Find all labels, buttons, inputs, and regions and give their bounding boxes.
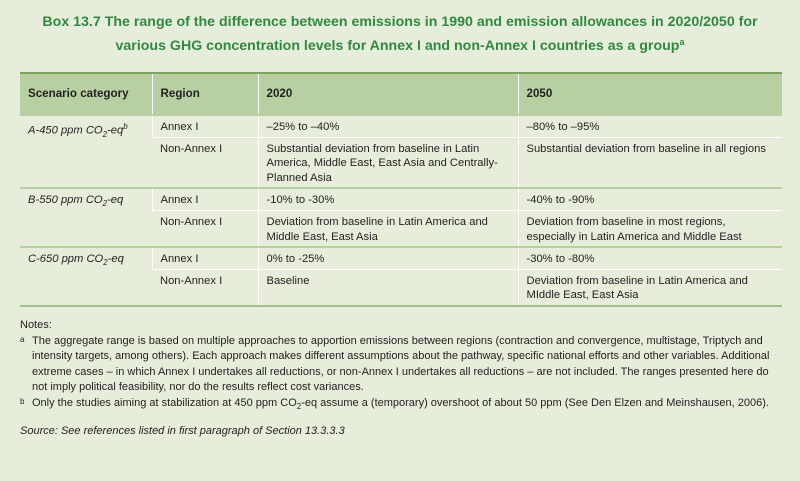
scenario-label: C-650 ppm CO: [28, 253, 104, 266]
scenario-label-tail: -eq: [107, 253, 124, 266]
scenario-label-tail: -eq: [107, 194, 124, 207]
table-row: [20, 247, 782, 269]
table-row: [20, 188, 782, 210]
value-2020-cell: -10% to -30%: [258, 188, 518, 210]
value-2050-cell: –80% to –95%: [518, 115, 782, 137]
notes-section: [20, 318, 782, 439]
region-cell: Non-Annex I: [152, 269, 258, 305]
note-b-mark: b: [20, 396, 25, 406]
value-2020-cell: Deviation from baseline in Latin America and Middle East, East Asia: [258, 210, 518, 247]
scenario-subscript: 2: [102, 199, 108, 209]
scenario-cell-a450: [20, 115, 152, 188]
scenario-label: B-550 ppm CO: [28, 194, 103, 207]
region-cell: Annex I: [152, 188, 258, 210]
region-cell: Non-Annex I: [152, 137, 258, 188]
value-2050-cell: Substantial deviation from baseline in all regions: [518, 137, 782, 188]
scenario-cell-b550: [20, 188, 152, 247]
value-2050-cell: -40% to -90%: [518, 188, 782, 210]
note-a: [20, 334, 782, 396]
header-scenario-category: Scenario category: [20, 73, 152, 115]
header-region: Region: [152, 73, 258, 115]
value-2020-cell: 0% to -25%: [258, 247, 518, 269]
note-a-mark: a: [20, 334, 25, 344]
notes-heading: Notes:: [20, 319, 52, 331]
value-2020-cell: –25% to –40%: [258, 115, 518, 137]
scenario-subscript: 2: [102, 129, 108, 139]
scenario-footnote-mark: b: [123, 122, 128, 131]
emissions-table: [20, 72, 782, 305]
source-line: Source: See references listed in first paragraph of Section 13.3.3.3: [20, 424, 345, 437]
region-cell: Annex I: [152, 247, 258, 269]
header-2050: 2050: [518, 73, 782, 115]
value-2050-cell: Deviation from baseline in most regions, especially in Latin America and Middle East: [518, 210, 782, 247]
table-row: [20, 115, 782, 137]
note-b-text-part1: Only the studies aiming at stabilization at 450 ppm CO: [32, 396, 297, 409]
note-b-text-part2: -eq assume a (temporary) overshoot of about 50 ppm (See Den Elzen and Meinshausen, 2006).: [301, 396, 769, 409]
box-title-text: Box 13.7 The range of the difference between emissions in 1990 and emission allowances in 2020/2050 for various GHG concentration levels for Annex I and non-Annex I countries as a group: [42, 14, 758, 54]
note-b-text: [32, 396, 782, 415]
header-2020: 2020: [258, 73, 518, 115]
scenario-label: A-450 ppm CO: [28, 124, 103, 137]
value-2050-cell: -30% to -80%: [518, 247, 782, 269]
region-cell: Non-Annex I: [152, 210, 258, 247]
region-cell: Annex I: [152, 115, 258, 137]
scenario-subscript: 2: [103, 258, 108, 268]
data-table-wrapper: [20, 72, 782, 307]
scenario-label-tail: -eq: [107, 124, 124, 137]
box-title: [20, 0, 780, 56]
scenario-cell-c650: [20, 247, 152, 305]
table-bottom-rule: [20, 305, 782, 307]
note-a-text: The aggregate range is based on multiple approaches to apportion emissions between regions (contraction and convergence, multistage, Triptych and intensity targets, among others). Each approach makes different assumptions about the pathway, specific national efforts and other variables. Additional extreme cases – in which Annex I undertakes all reductions, or non-Annex I undertakes all reductions – are not included. The ranges presented here do not imply political feasibility, nor do the results reflect cost variances.: [32, 334, 770, 394]
note-b: [20, 396, 782, 415]
table-header-row: [20, 73, 782, 115]
note-b-subscript: 2: [296, 402, 302, 412]
value-2020-cell: Baseline: [258, 269, 518, 305]
value-2050-cell: Deviation from baseline in Latin America and MIddle East, East Asia: [518, 269, 782, 305]
title-footnote-mark: a: [679, 37, 685, 47]
value-2020-cell: Substantial deviation from baseline in Latin America, Middle East, East Asia and Centrally-Planned Asia: [258, 137, 518, 188]
